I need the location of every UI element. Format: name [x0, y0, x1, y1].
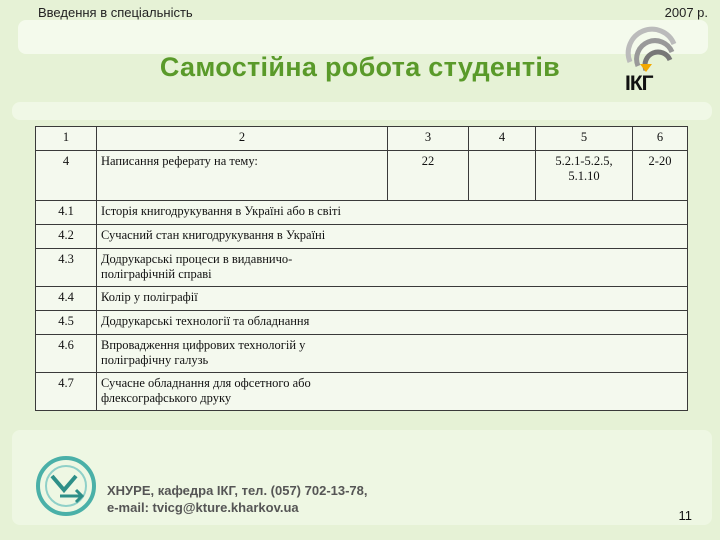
row-number: 4.6 [36, 335, 97, 373]
table-header-cell: 1 [36, 127, 97, 151]
year-label: 2007 р. [664, 5, 708, 20]
table-header-cell: 2 [97, 127, 388, 151]
work-plan-table [35, 126, 688, 411]
ikg-logo-text: ІКГ [625, 72, 653, 95]
background-stripe [18, 20, 708, 54]
table-row [36, 311, 688, 335]
contact-info [107, 482, 368, 516]
row-number: 4.3 [36, 249, 97, 287]
row-topic-text: Додрукарські процеси в видавничо-поліграфічній справі [101, 252, 293, 281]
table-header-row [36, 127, 688, 151]
table-header-cell: 4 [469, 127, 536, 151]
row-number: 4.1 [36, 201, 97, 225]
table-row [36, 287, 688, 311]
row-reference: 5.2.1-5.2.5, 5.1.10 [536, 151, 633, 201]
row-topic: Історія книгодрукування в Україні або в світі [97, 201, 688, 225]
row-number: 4.2 [36, 225, 97, 249]
table-header-cell: 6 [633, 127, 688, 151]
slide-title: Самостійна робота студентів [159, 52, 561, 82]
row-topic-text: Сучасне обладнання для офсетного або флексографського друку [101, 376, 311, 405]
row-weeks: 2-20 [633, 151, 688, 201]
course-name: Введення в спеціальність [38, 5, 193, 20]
page-number: 11 [678, 508, 692, 523]
row-number: 4 [36, 151, 97, 201]
row-number: 4.7 [36, 373, 97, 411]
row-topic [97, 335, 688, 373]
contact-email: e-mail: tvicg@kture.kharkov.ua [107, 500, 299, 515]
khnure-logo-icon [30, 450, 110, 520]
row-col4 [469, 151, 536, 201]
table-header-cell: 3 [388, 127, 469, 151]
table-row [36, 201, 688, 225]
row-topic [97, 249, 688, 287]
row-topic: Написання реферату на тему: [97, 151, 388, 201]
row-topic: Додрукарські технології та обладнання [97, 311, 688, 335]
row-number: 4.5 [36, 311, 97, 335]
row-number: 4.4 [36, 287, 97, 311]
table-row [36, 249, 688, 287]
row-topic: Сучасний стан книгодрукування в Україні [97, 225, 688, 249]
row-topic [97, 373, 688, 411]
table-row [36, 335, 688, 373]
background-stripe [12, 102, 712, 120]
table-header-cell: 5 [536, 127, 633, 151]
table-row [36, 225, 688, 249]
row-hours: 22 [388, 151, 469, 201]
contact-line: ХНУРЕ, кафедра ІКГ, тел. (057) 702-13-78, [107, 483, 368, 498]
table-row [36, 373, 688, 411]
row-topic: Колір у поліграфії [97, 287, 688, 311]
table-row [36, 151, 688, 201]
row-topic-text: Впровадження цифрових технологій у поліграфічну галузь [101, 338, 306, 367]
